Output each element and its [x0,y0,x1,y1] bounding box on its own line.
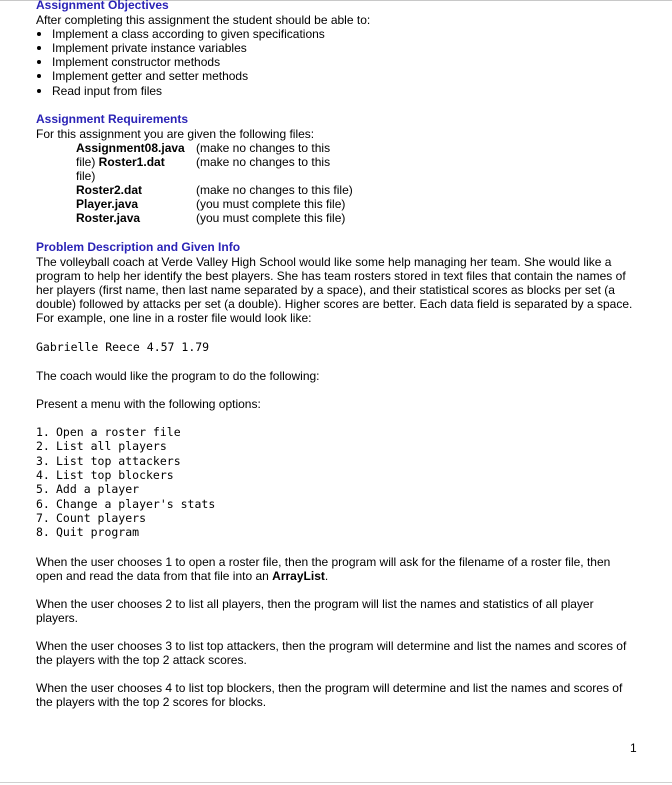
file-note: (you must complete this file) [196,211,346,225]
menu-option: 7. Count players [36,511,147,525]
file-note: (make no changes to this file) [196,183,353,197]
menu-option: 5. Add a player [36,482,140,496]
example-line: Gabrielle Reece 4.57 1.79 [36,340,210,354]
objectives-heading: Assignment Objectives [36,0,169,12]
file-note: (make no changes to this [196,155,331,169]
file-note: (make no changes to this [196,141,331,155]
file-name: Player.java [76,197,139,211]
page-number: 1 [630,741,637,755]
bullet-icon [37,89,41,93]
objective-item: Implement private instance variables [36,41,247,55]
file-note: (you must complete this file) [196,197,346,211]
file-name: Roster2.dat [76,183,143,197]
bottom-rule [0,782,672,783]
menu-option: 8. Quit program [36,525,140,539]
bullet-icon [37,60,41,64]
choice-1-paragraph: When the user chooses 1 to open a roster file, then the program will ask for the filename of a roster file, then open and read the data from that file into an ArrayList. [36,555,611,583]
menu-intro: Present a menu with the following options: [36,397,261,411]
menu-option: 4. List top blockers [36,468,174,482]
bullet-icon [37,46,41,50]
requirements-intro: For this assignment you are given the following files: [36,127,315,141]
objectives-intro: After completing this assignment the student should be able to: [36,13,371,27]
choice-2-paragraph: When the user chooses 2 to list all players, then the program will list the names and statistics of all player players. [36,597,594,625]
objective-item: Implement a class according to given specifications [36,27,325,41]
file-name: file) [76,169,96,183]
menu-option: 6. Change a player's stats [36,497,216,511]
objective-item: Read input from files [36,84,162,98]
file-name: file) Roster1.dat [76,155,165,169]
choice-3-paragraph: When the user chooses 3 to list top attackers, then the program will determine and list the names and scores of the players with the top 2 attack scores. [36,639,627,667]
bullet-icon [37,74,41,78]
objective-item: Implement getter and setter methods [36,69,248,83]
file-name: Roster.java [76,211,141,225]
bullet-icon [37,32,41,36]
problem-description: The volleyball coach at Verde Valley High School would like some help managing her team. She would like a program to help her identify the best players. She has team rosters stored in text files that contain the names of her players (first name, then last name separated by a space), and their statistical scores as blocks per set (a double) followed by attacks per set (a double). Higher scores are better. Each data field is separated by a space. For example, one line in a roster file would look like: [36,255,633,325]
choice-4-paragraph: When the user chooses 4 to list top blockers, then the program will determine and list the names and scores of the players with the top 2 scores for blocks. [36,681,623,709]
file-name: Assignment08.java [76,141,185,155]
objective-item: Implement constructor methods [36,55,220,69]
menu-option: 2. List all players [36,439,167,453]
menu-option: 1. Open a roster file [36,425,181,439]
problem-heading: Problem Description and Given Info [36,240,241,254]
requirements-heading: Assignment Requirements [36,112,189,126]
coach-request: The coach would like the program to do the following: [36,369,320,383]
menu-option: 3. List top attackers [36,454,181,468]
